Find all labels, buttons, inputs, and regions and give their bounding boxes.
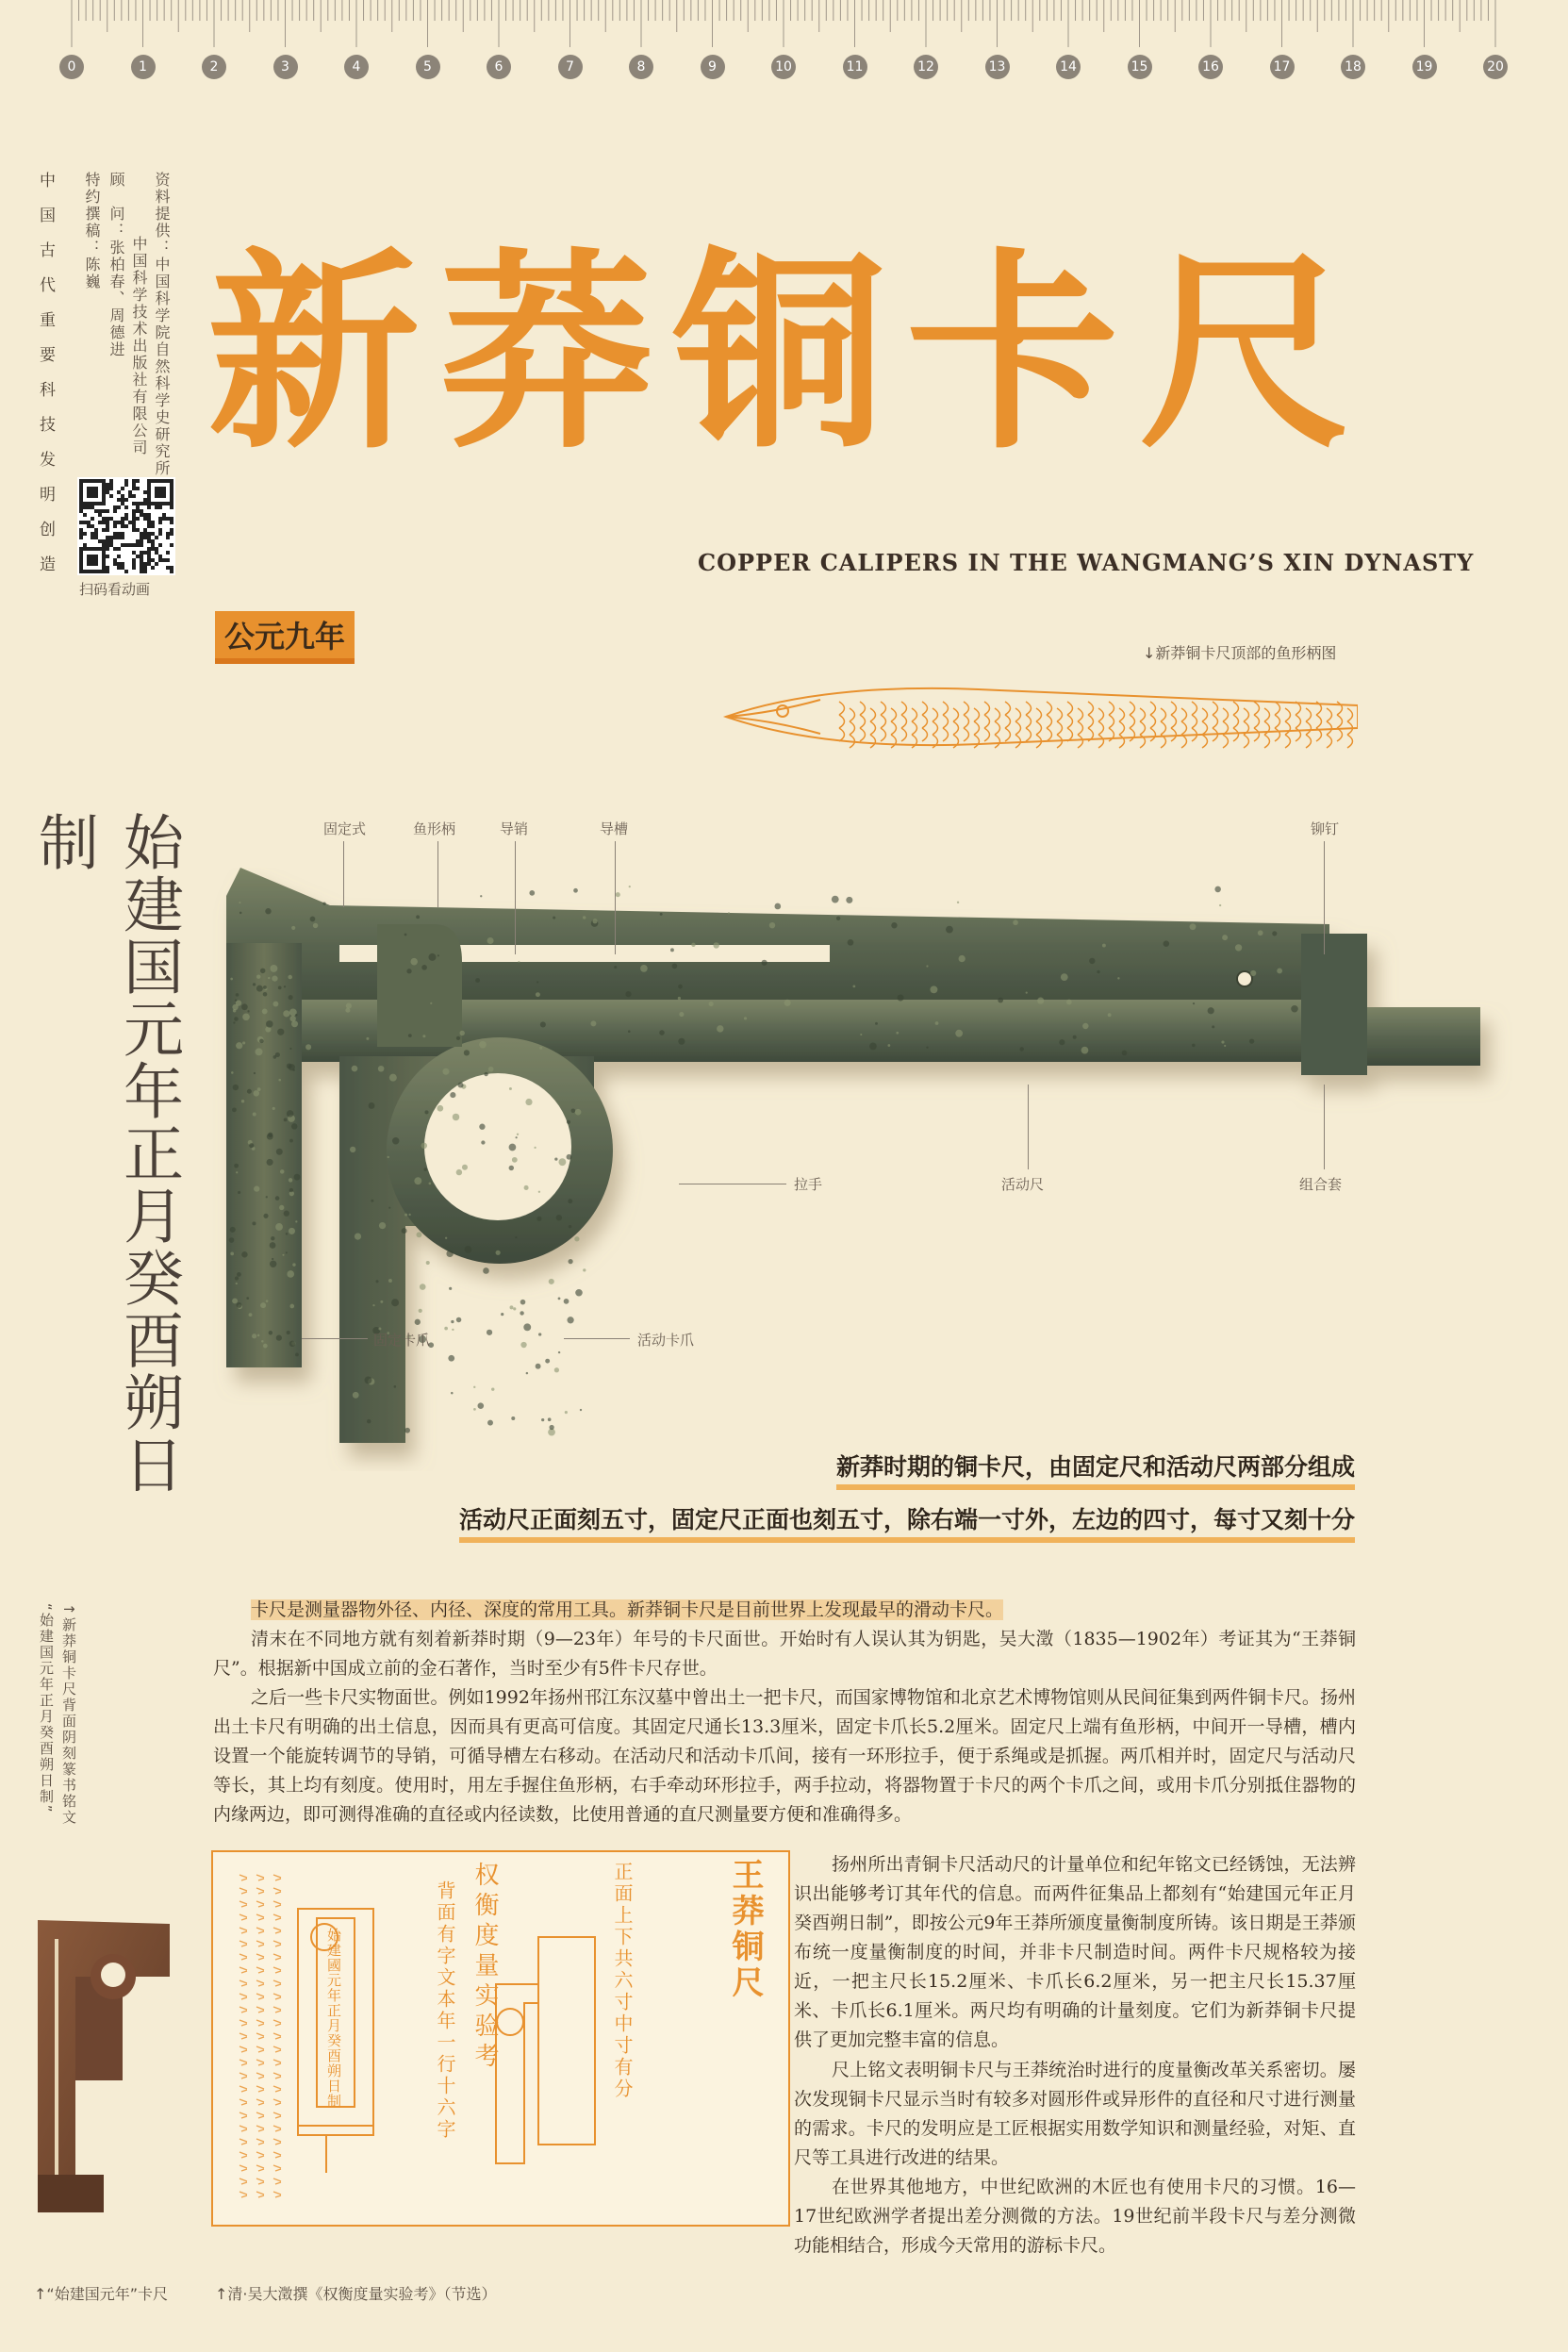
- illustration-title: 王莽铜尺: [726, 1858, 764, 2001]
- label-combo-sleeve: 组合套: [1299, 1176, 1343, 1193]
- source-label: 资料提供：: [153, 172, 171, 257]
- historical-illustration: [211, 1850, 790, 2227]
- illustration-caption: ↑清·吴大澂撰《权衡度量实验考》（节选）: [215, 2285, 497, 2303]
- leader-rivet: [1324, 841, 1325, 954]
- leader-movable-ruler: [1028, 1085, 1029, 1169]
- ruler-number: 4: [344, 55, 369, 79]
- illustration-notes: [232, 1871, 289, 2211]
- ruler-number: 14: [1056, 55, 1081, 79]
- page-title: 新莽铜卡尺: [207, 229, 1372, 478]
- body-paragraph-1: [213, 1596, 1356, 1625]
- illustration-col-b: 背面有字文本年一行十六字: [434, 1880, 456, 2141]
- illustration-inscription: 始建國元年正月癸酉朔日制: [325, 1928, 342, 2109]
- era-badge: 公元九年: [215, 611, 355, 664]
- seal-inscription: [21, 811, 183, 1556]
- source-line2: 中国科学技术出版社有限公司: [130, 236, 148, 456]
- ruler-number: 11: [843, 55, 867, 79]
- fish-handle-drawing: [717, 679, 1358, 754]
- advisor-info: [106, 172, 127, 358]
- qr-caption: 扫码看动画: [79, 581, 151, 598]
- body-paragraph-5: 尺上铭文表明铜卡尺与王莽统治时进行的度量衡改革关系密切。屡次发现铜卡尺显示当时有较多对圆形件或异形件的直径和尺寸进行测量的需求。卡尺的发明应是工匠根据实用数学知识和测量经验，对矩、直尺等工具进行改进的结果。: [794, 2060, 1356, 2168]
- fish-caption: ↓新莽铜卡尺顶部的鱼形柄图: [1143, 644, 1337, 662]
- leader-combo-sleeve: [1324, 1085, 1325, 1169]
- ruler-number: 20: [1483, 55, 1508, 79]
- body-paragraph-2: 清末在不同地方就有刻着新莽时期（9—23年）年号的卡尺面世。开始时有人误认其为钥匙，吴大澂（1835—1902年）考证其为“王莽铜尺”。根据新中国成立前的金石著作，当时至少有5件卡尺存世。: [213, 1629, 1356, 1679]
- leader-fixed: [343, 841, 344, 907]
- writer-info: [81, 172, 103, 290]
- illustration-col-a: 正面上下共六寸中寸有分: [611, 1862, 634, 2100]
- label-guide-slot: 导槽: [600, 820, 629, 837]
- headline-1: 新莽时期的铜卡尺，由固定尺和活动尺两部分组成: [836, 1449, 1355, 1490]
- body-paragraph-3: 之后一些卡尺实物面世。例如1992年扬州邗江东汉墓中曾出土一把卡尺，而国家博物馆和北京艺术博物馆则从民间征集到两件铜卡尺。扬州出土卡尺有明确的出土信息，因而具有更高可信度。其固定尺通长13.3厘米，固定卡爪长5.2厘米。固定尺上端有鱼形柄，中间开一导槽，槽内设置一个能旋转调节的导销，可循导槽左右移动。在活动尺和活动卡爪间，接有一环形拉手，便于系绳或是抓握。两爪相并时，固定尺与活动尺等长，其上均有刻度。使用时，用左手握住鱼形柄，右手牵动环形拉手，两手拉动，将器物置于卡尺的两个卡爪之间，或用卡爪分别抵住器物的内缘两边，即可测得准确的直径或内径读数，比使用普通的直尺测量要方便和准确得多。: [213, 1687, 1356, 1825]
- advisor-names: 张柏春、周德进: [107, 240, 125, 358]
- label-movable-jaw: 活动卡爪: [637, 1332, 695, 1349]
- ruler-number: 15: [1128, 55, 1152, 79]
- ruler-number: 6: [487, 55, 511, 79]
- ruler-ticks: [0, 0, 1568, 57]
- ruler-number: 16: [1198, 55, 1223, 79]
- advisor-label: 顾 问：: [107, 172, 125, 240]
- label-fixed: 固定式: [323, 820, 367, 837]
- leader-guide-pin: [515, 841, 516, 954]
- headline-2: 活动尺正面刻五寸，固定尺正面也刻五寸，除右端一寸外，左边的四寸，每寸又刻十分: [459, 1501, 1355, 1543]
- small-photo-caption: ↑“始建国元年”卡尺: [34, 2285, 168, 2303]
- illustration-heading: 权衡度量实验考: [470, 1862, 499, 2073]
- ruler-number: 3: [273, 55, 298, 79]
- label-fixed-jaw: 固定卡爪: [373, 1332, 431, 1349]
- leader-fish-handle: [437, 841, 438, 907]
- body-paragraph-4: 扬州所出青铜卡尺活动尺的计量单位和纪年铭文已经锈蚀，无法辨识出能够考订其年代的信息。而两件征集品上都刻有“始建国元年正月癸酉朔日制”，即按公元9年王莽所颁度量衡制度所铸。该日期是王莽颁布统一度量衡制度的时间，并非卡尺制造时间。两件卡尺规格较为接近，一把主尺长15.2厘米、卡爪长6.2厘米，另一把主尺长15.37厘米、卡爪长6.1厘米。两尺均有明确的计量刻度。它们为新莽铜卡尺提供了更加完整丰富的信息。: [794, 1854, 1356, 2050]
- qr-code[interactable]: [77, 477, 175, 575]
- label-pull-ring: 拉手: [794, 1176, 823, 1193]
- qr-code-icon: [79, 479, 173, 573]
- bronze-caliper-photo: [198, 868, 1568, 1471]
- ruler-number: 18: [1341, 55, 1365, 79]
- leader-movable-jaw: [564, 1338, 630, 1339]
- label-movable-ruler: 活动尺: [1001, 1176, 1045, 1193]
- writer-label: 特约撰稿：: [83, 172, 101, 257]
- small-caliper-photo: [38, 1920, 179, 2212]
- page-subtitle-en: COPPER CALIPERS IN THE WANGMANG’S XIN DYNASTY: [698, 549, 1475, 576]
- ruler-number: 17: [1270, 55, 1295, 79]
- series-title: 中国古代重要科技发明创造: [36, 172, 55, 590]
- top-ruler: [0, 0, 1568, 85]
- ruler-number: 12: [914, 55, 938, 79]
- writer-name: 陈巍: [83, 257, 101, 290]
- ruler-number: 13: [985, 55, 1010, 79]
- ruler-number: 1: [131, 55, 156, 79]
- ruler-number: 9: [701, 55, 725, 79]
- label-guide-pin: 导销: [500, 820, 529, 837]
- label-fish-handle: 鱼形柄: [413, 820, 456, 837]
- ruler-number: 8: [629, 55, 653, 79]
- label-rivet: 铆钉: [1311, 820, 1340, 837]
- ruler-number: 7: [558, 55, 583, 79]
- ruler-number: 19: [1412, 55, 1437, 79]
- handwritten-notes-icon: [232, 1871, 289, 2211]
- seal-caption: ↑新莽铜卡尺背面阴刻篆书铭文: [60, 1603, 77, 1826]
- source-info: [151, 172, 173, 477]
- seal-caption-quote: “始建国元年正月癸酉朔日制”: [38, 1603, 55, 1814]
- ruler-number: 2: [202, 55, 226, 79]
- source-line1: 中国科学院自然科学史研究所: [153, 257, 171, 477]
- body-paragraph-6: 在世界其他地方，中世纪欧洲的木匠也有使用卡尺的习惯。16—17世纪欧洲学者提出差分测微的方法。19世纪前半段卡尺与差分测微功能相结合，形成今天常用的游标卡尺。: [794, 2177, 1356, 2256]
- body-p1-text: 卡尺是测量器物外径、内径、深度的常用工具。新莽铜卡尺是目前世界上发现最早的滑动卡尺。: [251, 1599, 1004, 1620]
- ruler-number: 10: [771, 55, 796, 79]
- leader-guide-slot: [615, 841, 616, 954]
- leader-fixed-jaw: [302, 1338, 368, 1339]
- ruler-number: 0: [59, 55, 84, 79]
- ruler-number: 5: [416, 55, 440, 79]
- seal-text: 始建国元年正月癸酉朔日制: [28, 811, 183, 1496]
